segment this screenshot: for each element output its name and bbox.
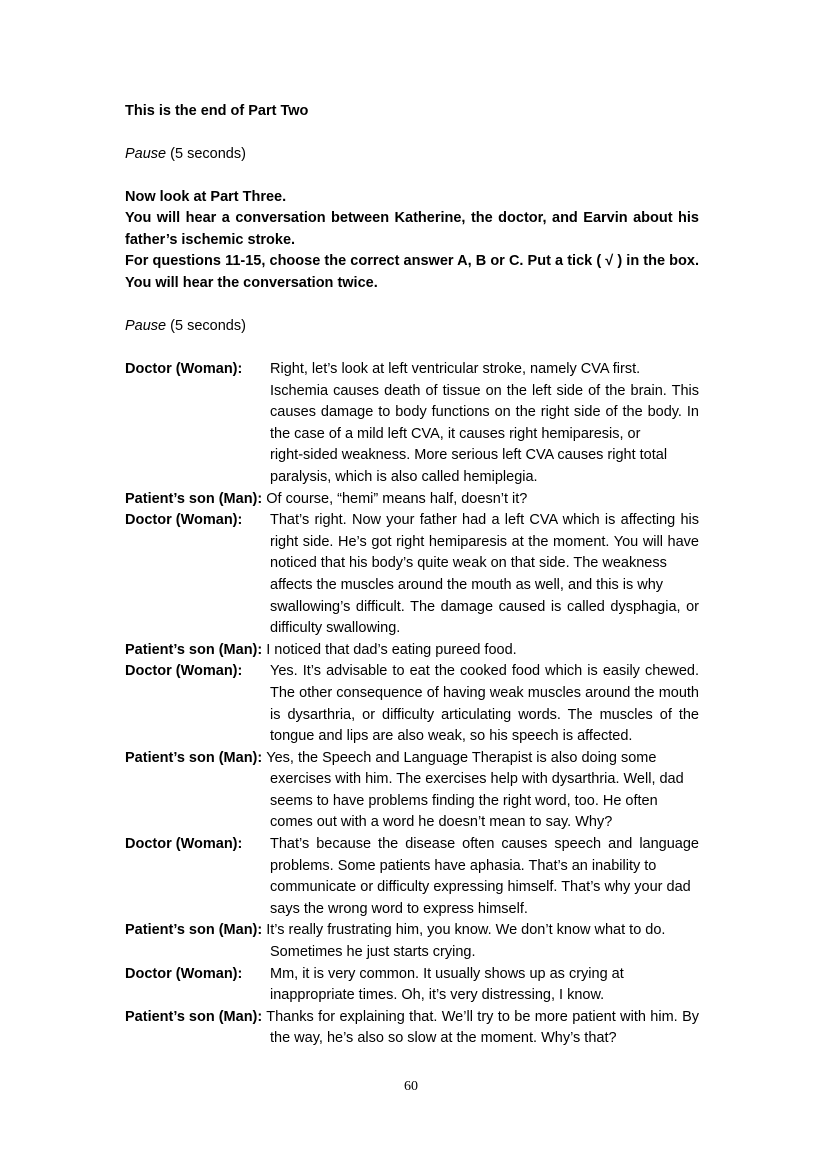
speech-line: tongue and lips are also weak, so his speech is affected. [270, 728, 633, 745]
speech-line: the way, he’s also so slow at the moment. Why’s that? [270, 1030, 617, 1047]
speaker-label: Doctor (Woman): [125, 663, 243, 680]
speech-line: paralysis, which is also called hemiplegia. [270, 468, 538, 485]
speech-line: says the wrong word to express himself. [270, 900, 528, 917]
speech-text [270, 510, 699, 640]
speaker-label: Doctor (Woman): [125, 965, 243, 982]
speech-line: Of course, “hemi” means half, doesn’t it? [266, 490, 528, 507]
speech-text [270, 834, 699, 920]
speech-line: noticed that his body’s quite weak on that side. The weakness [270, 555, 667, 572]
speech-line: Ischemia causes death of tissue on the left side of the brain. This [270, 382, 699, 399]
speech-line: Thanks for explaining that. We’ll try to be more patient with him. By [266, 1008, 699, 1025]
speech-line: swallowing’s difficult. The damage caused is called dysphagia, or [270, 598, 699, 615]
dialogue-turn [125, 920, 699, 963]
end-of-part-two-heading: This is the end of Part Two [125, 103, 309, 119]
speech-text [266, 1007, 699, 1050]
speech-text [270, 661, 699, 747]
dialogue-transcript [125, 359, 699, 1050]
speech-text [270, 359, 699, 489]
speech-text [266, 489, 699, 511]
dialogue-turn [125, 489, 699, 511]
speech-text [266, 920, 699, 963]
speech-line: right side. He’s got right hemiparesis at the moment. You will have [270, 533, 699, 550]
speech-line: comes out with a word he doesn’t mean to say. Why? [270, 814, 613, 831]
speech-line: I noticed that dad’s eating pureed food. [266, 641, 517, 658]
speech-line: the case of a mild left CVA, it causes right hemiparesis, or [270, 425, 641, 442]
dialogue-turn [125, 359, 699, 489]
part-three-heading: Now look at Part Three. [125, 189, 287, 205]
speaker-label: Patient’s son (Man): [125, 922, 263, 939]
dialogue-turn [125, 1007, 699, 1050]
speech-line: inappropriate times. Oh, it’s very distressing, I know. [270, 987, 605, 1004]
pause-note-1 [125, 144, 246, 164]
dialogue-turn [125, 748, 699, 834]
speech-line: causes damage to body functions on the right side of the body. In [270, 404, 699, 421]
pause-word: Pause [125, 146, 167, 162]
pause-word: Pause [125, 318, 167, 334]
speaker-label: Patient’s son (Man): [125, 490, 263, 507]
dialogue-turn [125, 834, 699, 920]
speech-line: communicate or difficulty expressing himself. That’s why your dad [270, 879, 691, 896]
speech-line: Yes, the Speech and Language Therapist is also doing some [266, 749, 657, 766]
speaker-label: Doctor (Woman): [125, 361, 243, 377]
speech-text [270, 964, 699, 1007]
dialogue-turn [125, 640, 699, 662]
speech-line: Sometimes he just starts crying. [270, 944, 476, 961]
instruction-line-2: You will hear a conversation between Katherine, the doctor, and Earvin about his [125, 210, 699, 226]
pause-note-2 [125, 316, 246, 336]
speech-line: exercises with him. The exercises help with dysarthria. Well, dad [270, 771, 684, 788]
speech-line: difficulty swallowing. [270, 620, 401, 637]
pause-duration: (5 seconds) [166, 318, 246, 334]
speech-line: problems. Some patients have aphasia. That’s an inability to [270, 857, 657, 874]
speech-line: It’s really frustrating him, you know. We don’t know what to do. [266, 922, 666, 939]
speech-line: right-sided weakness. More serious left CVA causes right total [270, 447, 668, 464]
instruction-line-5: You will hear the conversation twice. [125, 275, 378, 291]
dialogue-turn [125, 510, 699, 640]
pause-duration: (5 seconds) [166, 146, 246, 162]
speech-line: is dysarthria, or difficulty articulating words. The muscles of the [270, 706, 699, 723]
speech-line: That’s right. Now your father had a left CVA which is affecting his [270, 512, 699, 529]
dialogue-turn [125, 964, 699, 1007]
speech-line: seems to have problems finding the right word, too. He often [270, 792, 658, 809]
speaker-label: Doctor (Woman): [125, 512, 243, 529]
speech-line: That’s because the disease often causes speech and language [270, 836, 699, 853]
speech-line: Right, let’s look at left ventricular stroke, namely CVA first. [270, 361, 641, 377]
speaker-label: Patient’s son (Man): [125, 749, 263, 766]
page-number: 60 [404, 1079, 418, 1094]
speech-line: Mm, it is very common. It usually shows up as crying at [270, 965, 624, 982]
speech-line: affects the muscles around the mouth as well, and this is why [270, 576, 664, 593]
speaker-label: Patient’s son (Man): [125, 1008, 263, 1025]
instruction-line-3: father’s ischemic stroke. [125, 232, 296, 248]
speaker-label: Patient’s son (Man): [125, 641, 263, 658]
dialogue-turn [125, 661, 699, 747]
speaker-label: Doctor (Woman): [125, 836, 243, 853]
speech-line: The other consequence of having weak muscles around the mouth [270, 684, 699, 701]
speech-text [266, 748, 699, 834]
speech-line: Yes. It’s advisable to eat the cooked food which is easily chewed. [270, 663, 699, 680]
speech-text [266, 640, 699, 662]
instruction-line-4: For questions 11-15, choose the correct answer A, B or C. Put a tick ( √ ) in the box. [125, 253, 699, 269]
